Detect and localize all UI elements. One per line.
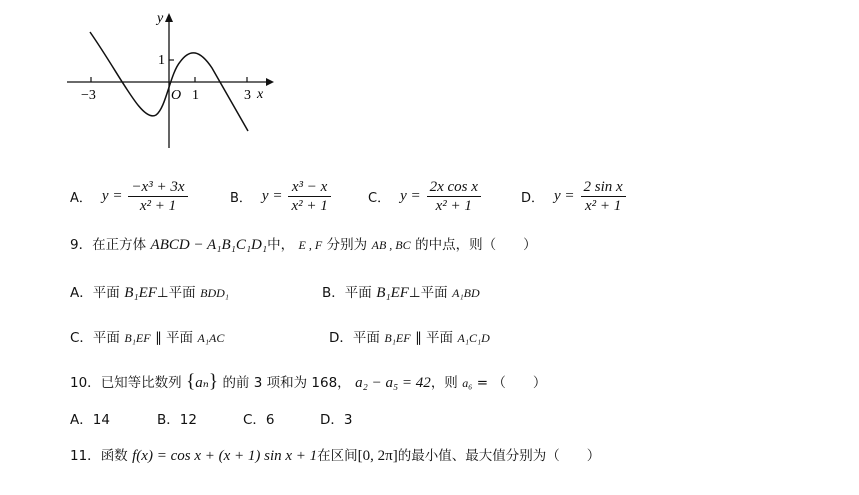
q8-option-b[interactable] — [230, 172, 333, 220]
condition-equation: a₂ − a₅ = 42 — [355, 375, 431, 391]
q8-option-a[interactable] — [70, 172, 190, 220]
q10-option-c[interactable]: C．6 — [243, 412, 275, 428]
q10-option-b[interactable]: B．12 — [157, 412, 197, 428]
option-lhs: y = — [554, 187, 575, 204]
option-lhs: y = — [400, 187, 421, 204]
question-number: 9． — [70, 237, 93, 253]
edges-ab-bc: AB , BC — [371, 238, 411, 252]
option-label: A． — [70, 190, 92, 206]
option-fraction — [288, 178, 330, 215]
numerator: 2x cos x — [427, 178, 481, 197]
interval: [0, 2π] — [357, 448, 398, 464]
origin-label: O — [171, 88, 182, 103]
q9-option-b[interactable]: B．平面 B₁EF⊥平面 A₁BD — [322, 285, 480, 301]
denominator: x² + 1 — [435, 197, 472, 214]
q9-option-c[interactable]: C．平面 B₁EF ∥ 平面 A₁AC — [70, 330, 225, 346]
q10-option-a[interactable]: A．14 — [70, 412, 110, 428]
numerator: x³ − x — [288, 178, 330, 197]
tick-label-3: 3 — [244, 88, 251, 103]
y-axis-arrow — [165, 13, 173, 22]
option-label: B． — [230, 190, 252, 206]
q9-stem: 9．在正方体 ABCD − A₁B₁C₁D₁中， E , F 分别为 AB , BC 的中点，则（ ） — [70, 237, 537, 253]
q11-stem: 11．函数 f(x) = cos x + (x + 1) sin x + 1在区间[0, 2π]的最小值、最大值分别为（ ） — [70, 448, 601, 464]
q9-option-d[interactable]: D．平面 B₁EF ∥ 平面 A₁C₁D — [329, 330, 490, 346]
tick-label-neg3: −3 — [81, 88, 96, 103]
sequence-term: aₙ — [195, 375, 209, 391]
x-axis-arrow — [266, 78, 274, 86]
option-fraction — [128, 178, 187, 215]
function-graph — [62, 8, 282, 148]
option-lhs: y = — [261, 187, 283, 204]
x-axis-label: x — [257, 87, 264, 102]
q10-stem: 10．已知等比数列 {aₙ} 的前 3 项和为 168， a₂ − a₅ = 42，则 a₆ = （ ） — [70, 371, 547, 392]
denominator: x² + 1 — [291, 197, 328, 214]
points-ef: E , F — [298, 238, 323, 252]
q10-option-d[interactable]: D．3 — [320, 412, 353, 428]
option-fraction — [427, 178, 481, 215]
denominator: x² + 1 — [584, 197, 622, 214]
tick-label-1: 1 — [192, 88, 199, 103]
function-expression: f(x) = cos x + (x + 1) sin x + 1 — [132, 448, 318, 464]
option-label: D． — [521, 190, 545, 206]
q8-option-c[interactable] — [368, 172, 483, 220]
target-term: a₆ — [462, 376, 473, 390]
q9-option-a[interactable]: A．平面 B₁EF⊥平面 BDD₁ — [70, 285, 229, 301]
question-number: 10． — [70, 375, 101, 391]
option-lhs: y = — [101, 187, 123, 204]
numerator: −x³ + 3x — [128, 178, 187, 197]
q8-option-d[interactable] — [521, 172, 628, 220]
ytick-label-1: 1 — [158, 53, 165, 68]
denominator: x² + 1 — [139, 197, 177, 214]
cube-name: ABCD − A₁B₁C₁D₁ — [150, 237, 268, 253]
numerator: 2 sin x — [581, 178, 626, 197]
question-number: 11． — [70, 448, 101, 464]
option-label: C． — [368, 190, 391, 206]
option-fraction — [581, 178, 626, 215]
y-axis-label: y — [157, 11, 164, 26]
